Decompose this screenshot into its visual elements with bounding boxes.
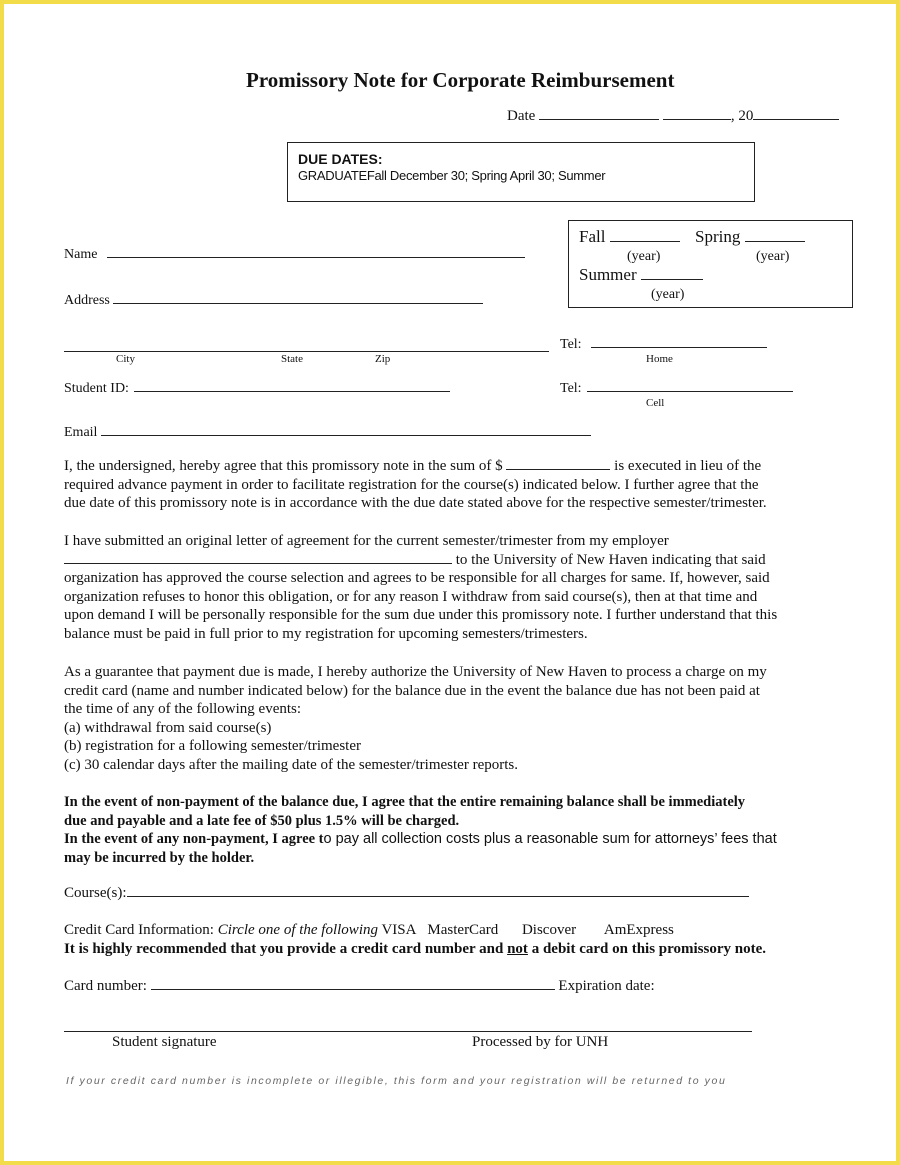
para4-line4: may be incurred by the holder. (64, 849, 255, 866)
summer-year-caption: (year) (651, 287, 685, 302)
para1-line1 (64, 457, 844, 476)
document-page (4, 4, 896, 1161)
para2-line3: organization has approved the course selection and agrees to be responsible for all charges for same. If, however, said (64, 570, 770, 587)
address-field[interactable] (113, 302, 483, 304)
para2-line6: balance must be paid in full prior to my registration for upcoming semesters/trimesters. (64, 625, 588, 642)
fall-year-field[interactable] (610, 240, 680, 242)
date-year-field[interactable] (753, 118, 839, 120)
processed-by-label: Processed by for UNH (472, 1034, 609, 1050)
due-dates-heading: DUE DATES: (298, 151, 383, 167)
event-a: (a) withdrawal from said course(s) (64, 719, 272, 736)
cell-tel-label: Tel: (560, 381, 582, 396)
credit-card-label: Credit Card Information: (64, 922, 214, 938)
student-id-field[interactable] (134, 390, 450, 392)
term-summer (579, 265, 703, 285)
city-state-zip-field[interactable] (64, 351, 549, 352)
para4-line2: due and payable and a late fee of $50 plus 1.5% will be charged. (64, 812, 460, 829)
recommendation-end: a debit card on this promissory note. (527, 941, 767, 957)
para4-line3-start: In the event of any non-payment, I agree t (64, 831, 324, 848)
due-dates-text: GRADUATEFall December 30; Spring April 30; Summer (298, 168, 606, 183)
visa-option[interactable]: VISA (381, 922, 416, 938)
home-tel-label: Tel: (560, 337, 582, 352)
date-year-prefix: , 20 (730, 108, 754, 124)
para3-line3: the time of any of the following events: (64, 701, 302, 718)
spring-year-caption: (year) (756, 249, 790, 264)
para2-line5: upon demand I will be personally responsible for the sum due under this promissory note. I further understand that this (64, 607, 778, 624)
term-spring-label: Spring (695, 227, 741, 246)
name-label: Name (64, 247, 98, 262)
term-spring (695, 227, 805, 247)
paragraph-guarantee (64, 663, 844, 775)
student-signature-label: Student signature (112, 1034, 217, 1050)
paragraph-employer (64, 532, 844, 644)
student-id-row (64, 381, 450, 397)
page-title: Promissory Note for Corporate Reimbursement (246, 68, 675, 92)
courses-label: Course(s): (64, 885, 127, 901)
paragraph-agreement (64, 457, 844, 513)
amount-field[interactable] (506, 468, 610, 470)
discover-option[interactable]: Discover (521, 922, 577, 938)
cell-caption: Cell (646, 397, 665, 409)
recommendation-not: not (507, 941, 528, 957)
zip-caption: Zip (375, 353, 391, 365)
event-b: (b) registration for a following semester/trimester (64, 738, 361, 755)
fall-year-caption: (year) (627, 249, 661, 264)
cell-tel-row (560, 381, 793, 397)
para1-line3: due date of this promissory note is in accordance with the due date stated above for the respective semester/trimester. (64, 495, 767, 512)
email-field[interactable] (101, 434, 591, 436)
recommendation-start: It is highly recommended that you provide a credit card number and (64, 941, 508, 957)
name-field[interactable] (107, 256, 525, 258)
term-fall (579, 227, 680, 247)
date-row (507, 108, 839, 125)
para4-line3 (64, 830, 844, 849)
address-label: Address (64, 293, 110, 308)
card-number-label: Card number: (64, 978, 147, 994)
para1-line1-end: is executed in lieu of the (614, 458, 762, 474)
home-caption: Home (646, 353, 673, 365)
address-row (64, 293, 483, 309)
due-dates-box (287, 142, 755, 202)
para4-line3-end: o pay all collection costs plus a reasonable sum for attorneys’ fees that (323, 831, 777, 848)
home-tel-row (560, 337, 767, 353)
date-label: Date (507, 108, 536, 124)
para2-line2-text: to the University of New Haven indicating that said (455, 551, 766, 568)
card-number-row (64, 978, 655, 995)
courses-field[interactable] (127, 895, 749, 897)
para3-line2: credit card (name and number indicated below) for the balance due in the event the balance due has not been paid at (64, 682, 760, 699)
para1-line2: required advance payment in order to facilitate registration for the course(s) indicated below. I further agree that the (64, 476, 759, 493)
name-row (64, 247, 525, 263)
card-number-field[interactable] (151, 988, 555, 990)
home-tel-field[interactable] (591, 346, 767, 348)
para4-line1: In the event of non-payment of the balance due, I agree that the entire remaining balance shall be immediately (64, 794, 746, 810)
event-c: (c) 30 calendar days after the mailing date of the semester/trimester reports. (64, 756, 518, 773)
date-month-field[interactable] (539, 118, 659, 120)
signature-line[interactable] (64, 1031, 752, 1032)
para2-line2 (64, 551, 844, 570)
credit-card-row (64, 922, 674, 939)
spring-year-field[interactable] (745, 240, 805, 242)
term-summer-label: Summer (579, 265, 637, 284)
city-caption: City (116, 353, 135, 365)
cell-tel-field[interactable] (587, 390, 793, 392)
term-box (568, 220, 853, 308)
para1-line1-start: I, the undersigned, hereby agree that this promissory note in the sum of $ (64, 458, 503, 474)
expiration-label: Expiration date: (558, 978, 655, 994)
student-id-label: Student ID: (64, 381, 129, 396)
circle-instruction: Circle one of the following (217, 922, 378, 938)
courses-row (64, 885, 749, 902)
email-label: Email (64, 425, 98, 440)
employer-field[interactable] (64, 562, 452, 564)
date-day-field[interactable] (663, 118, 731, 120)
summer-year-field[interactable] (641, 278, 703, 280)
para2-line1: I have submitted an original letter of agreement for the current semester/trimester from my employer (64, 533, 669, 549)
term-fall-label: Fall (579, 227, 606, 246)
amexpress-option[interactable]: AmExpress (603, 922, 674, 938)
credit-recommendation (64, 941, 766, 958)
para2-line4: organization refuses to honor this obligation, or for any reason I withdraw from said course(s), then at that time and (64, 588, 758, 605)
paragraph-nonpayment (64, 793, 844, 867)
email-row (64, 425, 591, 441)
para3-line1: As a guarantee that payment due is made, I hereby authorize the University of New Haven to process a charge on my (64, 664, 767, 680)
footer-note: If your credit card number is incomplete or illegible, this form and your registration will be returned to you (66, 1075, 727, 1087)
mastercard-option[interactable]: MasterCard (427, 922, 499, 938)
state-caption: State (281, 353, 303, 365)
